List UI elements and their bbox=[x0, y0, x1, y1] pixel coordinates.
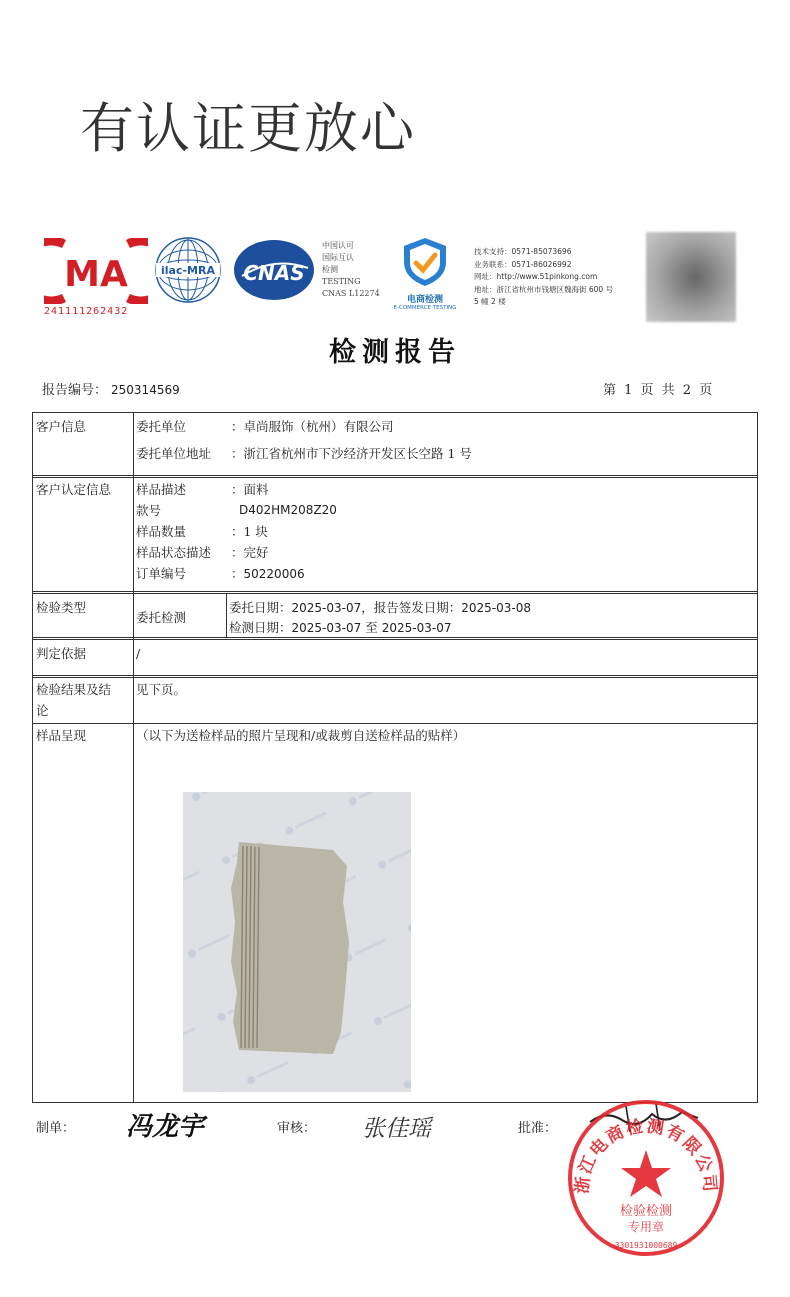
seal-center-1: 检验检测 bbox=[619, 1204, 673, 1219]
test-date-label: 检测日期： bbox=[229, 620, 292, 635]
cma-number: 241111262432 bbox=[44, 306, 129, 317]
contact-line: 5 幢 2 楼 bbox=[474, 297, 506, 306]
report-number-value: 250314569 bbox=[111, 383, 180, 397]
contact-line: 技术支持：0571-85073696 bbox=[474, 247, 572, 256]
sample-photo bbox=[183, 792, 411, 1092]
report-number bbox=[42, 379, 180, 398]
report-date: 2025-03-08 bbox=[461, 601, 532, 615]
row-divider bbox=[33, 675, 757, 678]
test-date-end: 2025-03-07 bbox=[381, 621, 452, 635]
page-info: 第 1 页 共 2 页 bbox=[603, 383, 713, 398]
sample-present-note: （以下为送检样品的照片呈现和/或裁剪自送检样品的贴样） bbox=[136, 728, 466, 743]
contact-line: 业务联系：0571-86026992 bbox=[474, 259, 572, 269]
sample-desc-label: 样品描述 bbox=[136, 482, 187, 497]
cma-logo bbox=[44, 238, 148, 317]
qr-code-blurred bbox=[646, 232, 736, 322]
style-no-value: D402HM208Z20 bbox=[239, 503, 337, 517]
sample-state-label: 样品状态描述 bbox=[136, 545, 212, 560]
ec-sub: E-COMMERCE TESTING bbox=[393, 305, 457, 311]
column-divider bbox=[226, 593, 227, 637]
inspection-type-label: 检验类型 bbox=[36, 600, 87, 615]
order-no-row bbox=[231, 563, 305, 585]
cnas-line: TESTING bbox=[322, 277, 361, 286]
star-icon bbox=[621, 1150, 671, 1197]
reviewed-signature: 张佳瑶 bbox=[362, 1116, 431, 1142]
result-value: 见下页。 bbox=[136, 682, 187, 697]
prepared-signature: 冯龙宇 bbox=[126, 1112, 205, 1142]
entrust-date-row bbox=[229, 597, 531, 619]
sample-state-value: ：完好 bbox=[231, 545, 269, 560]
seal-company: 浙江电商检测有限公司 bbox=[572, 1116, 720, 1195]
client-label: 委托单位 bbox=[136, 419, 187, 434]
cnas-line: CNAS L12274 bbox=[322, 289, 380, 298]
cnas-line: 国际互认 bbox=[322, 253, 354, 262]
inspection-type-value: 委托检测 bbox=[136, 610, 187, 625]
order-no-value: 50220006 bbox=[243, 567, 305, 581]
style-no-label: 款号 bbox=[136, 503, 162, 518]
colon: ： bbox=[231, 566, 244, 581]
seal-center-2: 专用章 bbox=[627, 1220, 665, 1234]
report-number-label: 报告编号： bbox=[42, 383, 108, 398]
test-date-row bbox=[229, 617, 452, 639]
cnas-line: 检测 bbox=[322, 265, 338, 274]
test-date-start: 2025-03-07 bbox=[291, 621, 362, 635]
sample-present-label: 样品呈现 bbox=[36, 728, 87, 743]
test-date-to: 至 bbox=[365, 620, 378, 635]
result-label-line-1: 检验结果及结 bbox=[36, 682, 112, 697]
shield-check-icon bbox=[400, 236, 450, 288]
sample-photo-image bbox=[183, 792, 411, 1092]
client-value: ：卓尚服饰（杭州）有限公司 bbox=[231, 419, 394, 434]
ec-label: 电商检测 bbox=[406, 295, 443, 305]
customer-info-label: 客户信息 bbox=[36, 419, 87, 434]
report-date-label: ，报告签发日期： bbox=[361, 600, 462, 615]
contact-line: 网址：http://www.51pinkong.com bbox=[474, 272, 598, 281]
basis-value: / bbox=[136, 646, 141, 661]
contact-line: 地址：浙江省杭州市钱塘区魏海街 600 号 bbox=[474, 284, 614, 294]
row-divider bbox=[33, 591, 757, 594]
entrust-date: 2025-03-07 bbox=[291, 601, 362, 615]
basis-label: 判定依据 bbox=[36, 646, 87, 661]
cma-text: MA bbox=[64, 254, 128, 295]
seal-number: 3301931000689 bbox=[614, 1241, 678, 1250]
ecommerce-testing-logo bbox=[390, 236, 460, 310]
certification-logos bbox=[44, 232, 744, 322]
customer-confirm-label: 客户认定信息 bbox=[36, 482, 112, 497]
row-divider bbox=[33, 475, 757, 478]
entrust-date-label: 委托日期： bbox=[229, 600, 292, 615]
row-divider bbox=[33, 723, 757, 724]
contact-info bbox=[474, 246, 644, 309]
sample-qty-value: ：1 块 bbox=[231, 524, 268, 539]
cnas-logo bbox=[232, 238, 316, 302]
headline: 有认证更放心 bbox=[80, 97, 416, 160]
sample-desc-value: ：面料 bbox=[231, 482, 269, 497]
column-divider bbox=[133, 413, 134, 1103]
reviewed-label: 审核： bbox=[277, 1121, 317, 1136]
prepared-label: 制单： bbox=[36, 1121, 76, 1136]
ilac-text: ilac-MRA bbox=[161, 264, 215, 277]
official-seal bbox=[566, 1098, 726, 1258]
report-title: 检测报告 bbox=[329, 337, 461, 368]
cnas-text: CNAS bbox=[243, 261, 305, 285]
result-label-line-2: 论 bbox=[36, 703, 49, 718]
approved-label: 批准： bbox=[518, 1121, 558, 1136]
client-address-label: 委托单位地址 bbox=[136, 446, 212, 461]
cnas-line: 中国认可 bbox=[322, 241, 354, 250]
client-address-value: ：浙江省杭州市下沙经济开发区长空路 1 号 bbox=[231, 446, 472, 461]
order-no-label: 订单编号 bbox=[136, 566, 187, 581]
cnas-description bbox=[322, 240, 380, 300]
ilac-mra-logo bbox=[154, 236, 222, 304]
sample-qty-label: 样品数量 bbox=[136, 524, 187, 539]
